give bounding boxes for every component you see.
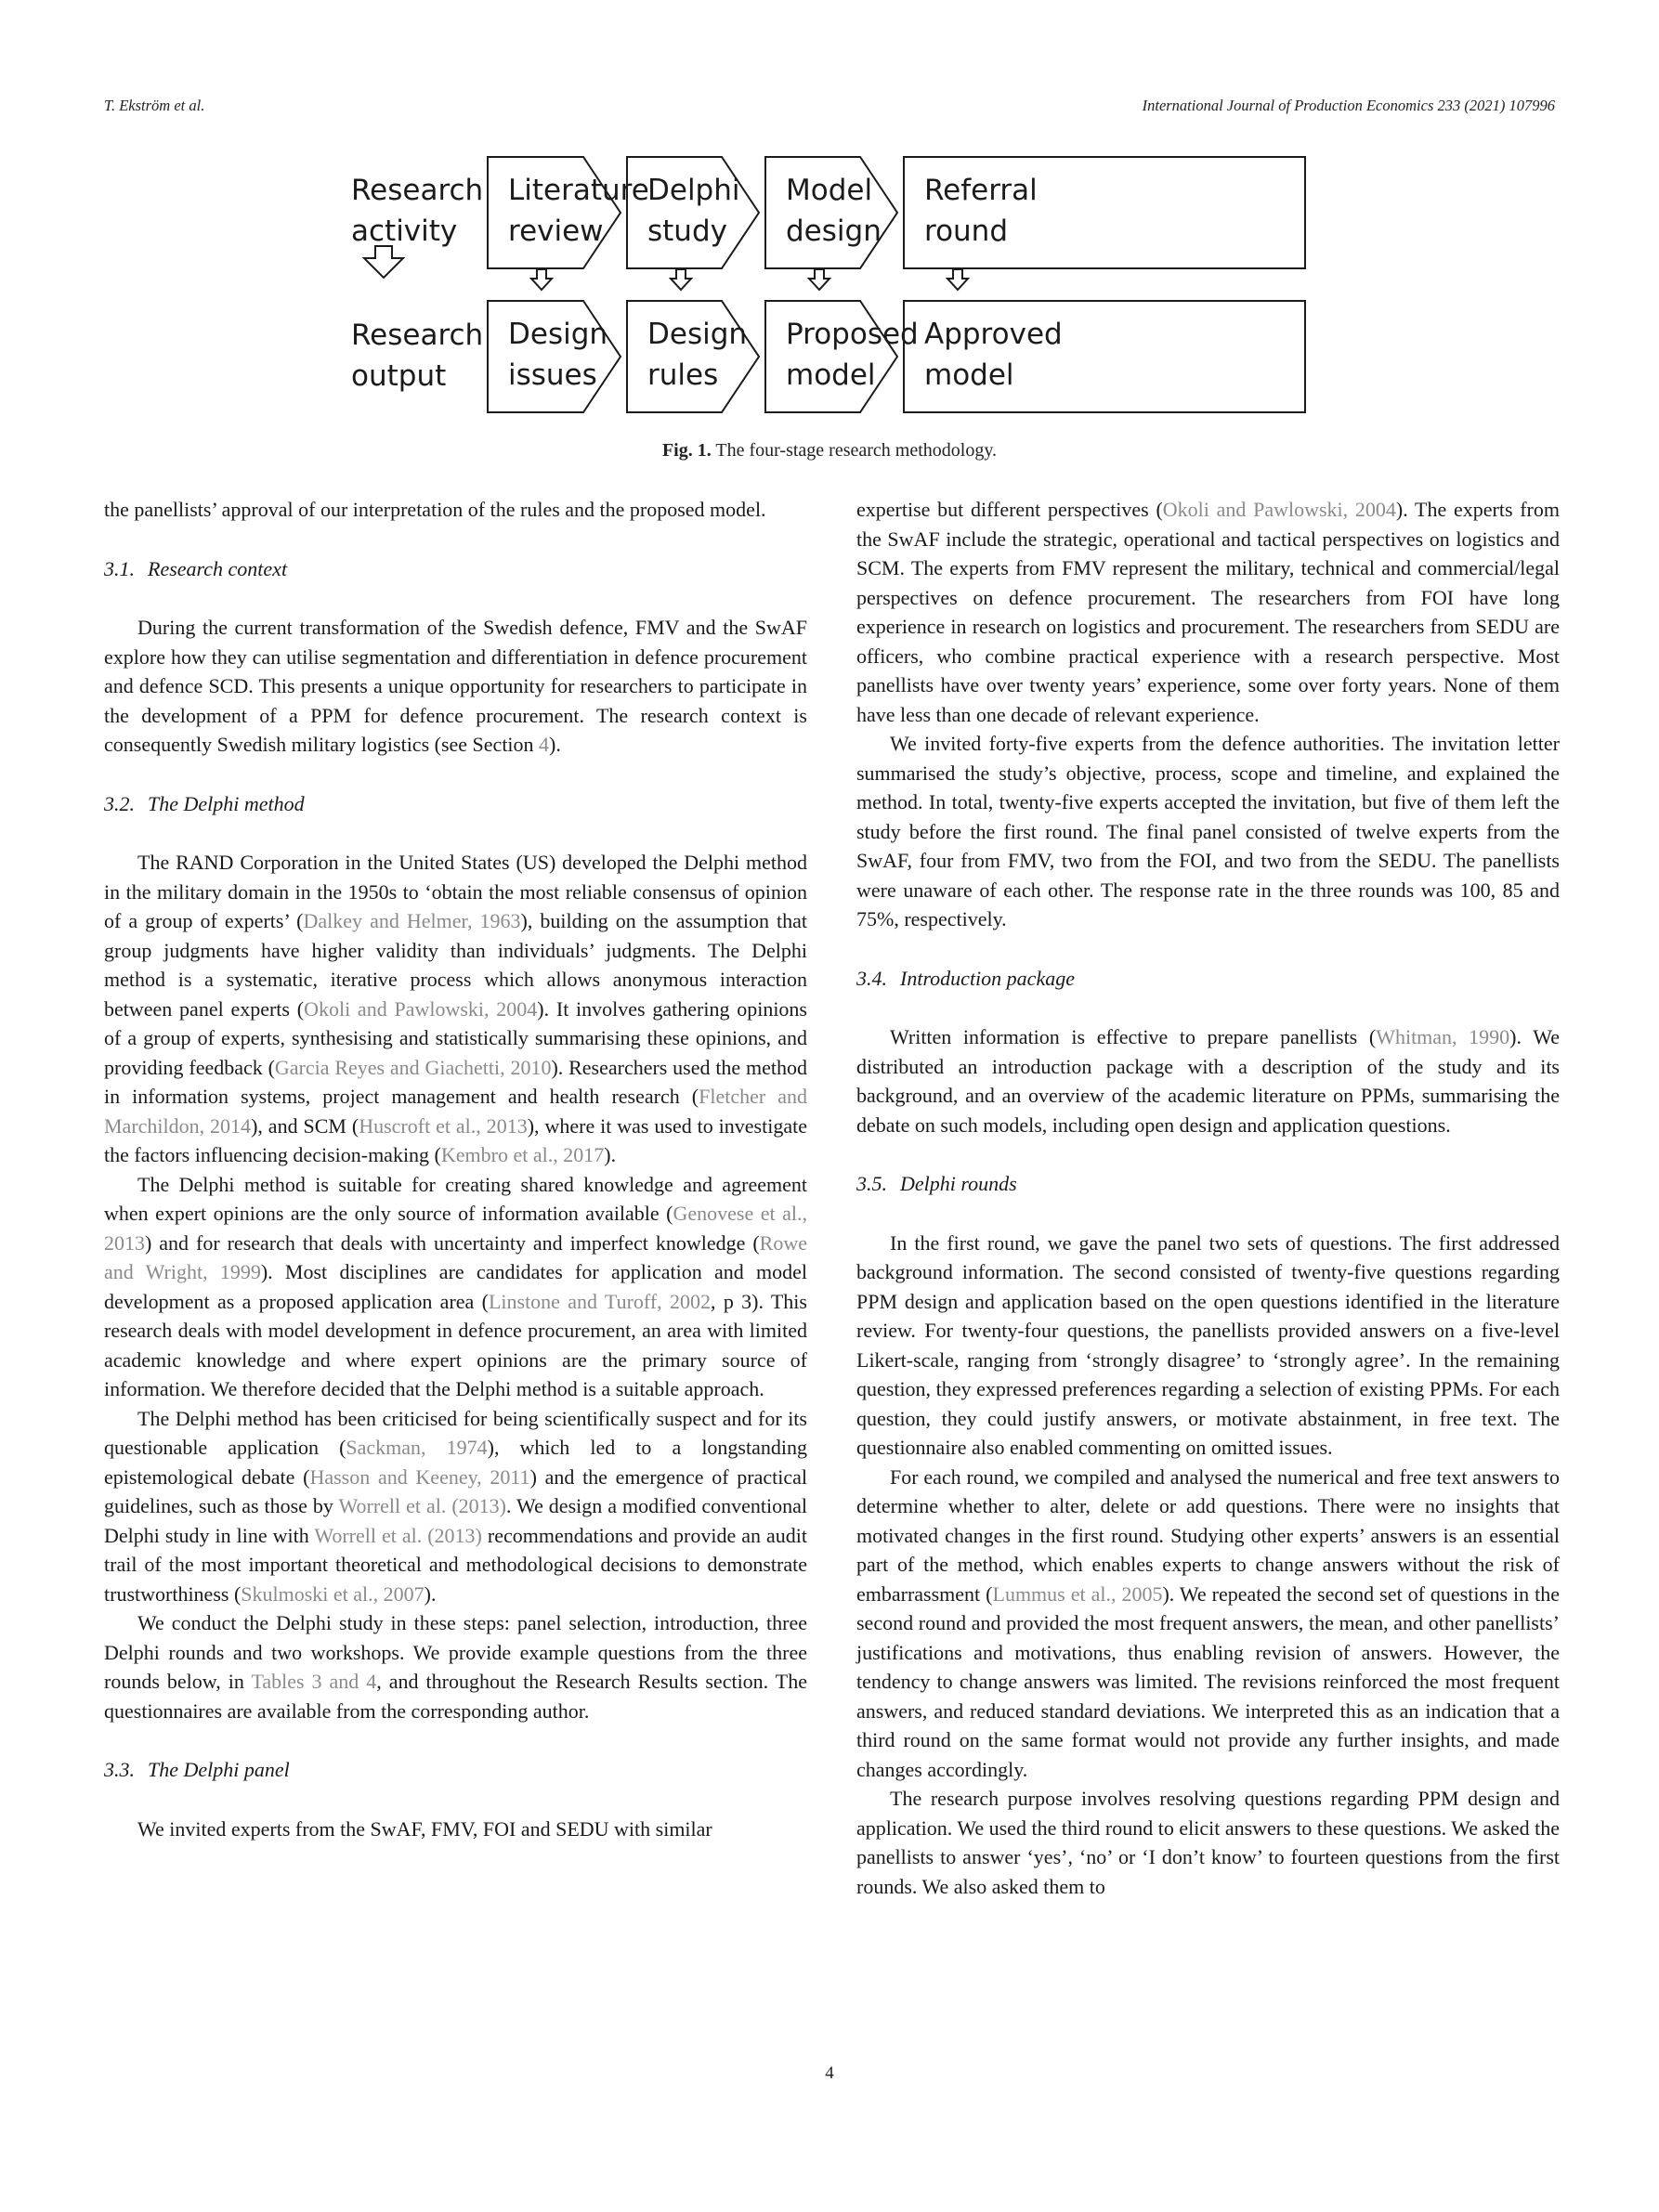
activity-label-line: review xyxy=(508,215,604,248)
body-paragraph xyxy=(104,613,807,760)
methodology-diagram xyxy=(351,154,1308,416)
output-label-line: model xyxy=(924,358,1014,392)
citation-link[interactable]: Rowe and Wright, 1999 xyxy=(104,1230,807,1283)
body-text: ). Most disciplines are candidates for application and model development as a proposed application area ( xyxy=(104,1260,807,1313)
stage-down-arrow-icon xyxy=(947,269,968,290)
body-text: expertise but different perspectives ( xyxy=(856,498,1163,521)
body-text: ), where it was used to investigate the factors influencing decision-making ( xyxy=(104,1113,807,1166)
activity-label-line: Referral xyxy=(924,174,1038,207)
section-heading xyxy=(104,1755,807,1785)
row-label-output-line: output xyxy=(351,359,447,393)
row-label-activity-line: activity xyxy=(351,215,458,248)
body-text: ). xyxy=(424,1581,437,1606)
body-text: In the first round, we gave the panel two sets of questions. The first addressed background information. The second consisted of twenty-five questions regarding PPM design and application based on the open questions identified in the literature review. For twenty-four questions, the panellists provided answers on a five-level Likert-scale, ranging from ‘strongly disagree’ to ‘strongly agree’. In the remaining question, they expressed preferences regarding a selection of existing PPMs. For each question, they could justify answers, or motivate abstainment, in free text. The questionnaire also enabled commenting on omitted issues. xyxy=(856,1230,1560,1459)
output-label xyxy=(924,318,1063,392)
activity-label-line: design xyxy=(786,215,882,248)
body-text: ), building on the assumption that group judgments have higher validity than individuals’ judgments. The Delphi method is a systematic, iterative process which allows anonymous interaction between panel experts ( xyxy=(104,909,807,1021)
body-text: During the current transformation of the Swedish defence, FMV and the SwAF explore how they can utilise segmentation and differentiation in defence procurement and defence SCD. This presents a unique opportunity for researchers to participate in the development of a PPM for defence procurement. The research context is consequently Swedish military logistics (see Section xyxy=(104,616,807,756)
citation-link[interactable]: Genovese et al., 2013 xyxy=(104,1202,807,1255)
citation-link[interactable]: Skulmoski et al., 2007 xyxy=(241,1581,425,1606)
body-text: ), and SCM ( xyxy=(251,1113,359,1138)
section-heading xyxy=(856,1169,1560,1199)
citation-link[interactable]: Sackman, 1974 xyxy=(346,1436,488,1459)
citation-link[interactable]: Okoli and Pawlowski, 2004 xyxy=(1162,498,1396,521)
row-label-output-line: Research xyxy=(351,319,484,352)
activity-label-line: Model xyxy=(786,174,873,207)
body-text: The Delphi method has been criticised for being scientifically suspect and for its questionable application ( xyxy=(104,1406,807,1459)
citation-link[interactable]: Huscroft et al., 2013 xyxy=(359,1113,528,1138)
section-title: The Delphi panel xyxy=(148,1758,290,1781)
output-label xyxy=(786,318,919,392)
body-text: recommendations and provide an audit trail of the most important theoretical and methodological decisions to demonstrate trustworthiness ( xyxy=(104,1523,807,1606)
running-head-journal: International Journal of Production Economics 233 (2021) 107996 xyxy=(1142,97,1555,114)
methodology-figure xyxy=(351,154,1308,416)
body-text: We invited forty-five experts from the defence authorities. The invitation letter summarised the study’s objective, process, scope and timeline, and explained the method. In total, twenty-five experts accepted the invitation, but five of them left the study before the first round. The final panel consisted of twelve experts from the SwAF, four from FMV, two from the FOI, and two from the SEDU. The panellists were unaware of each other. The response rate in the three rounds was 100, 85 and 75%, respectively. xyxy=(856,732,1560,930)
body-text: We conduct the Delphi study in these steps: panel selection, introduction, three Delphi rounds and two workshops. We provide example questions from the three rounds below, in xyxy=(104,1611,807,1693)
caption-label: Fig. 1. xyxy=(661,440,712,461)
activity-label xyxy=(786,174,882,248)
citation-link[interactable]: Hasson and Keeney, 2011 xyxy=(309,1464,530,1489)
section-title: The Delphi method xyxy=(148,791,305,815)
body-text: ). We repeated the second set of questions in the second round and provided the most frequent answers, the mean, and other panellists’ justifications and motivations, thus enabling revision of answers. However, the tendency to change answers was limited. The revisions reinforced the most frequent answers, and reduced standard deviations. We interpreted this as an indication that a third round on the same format would not provide any further insights, and made changes accordingly. xyxy=(856,1581,1561,1781)
body-paragraph xyxy=(104,1608,807,1725)
section-number: 3.1. xyxy=(104,556,135,580)
output-label-line: Design xyxy=(508,318,608,351)
body-paragraph xyxy=(856,1784,1560,1901)
section-title: Delphi rounds xyxy=(900,1172,1017,1195)
citation-link[interactable]: Worrell et al. (2013) xyxy=(338,1494,506,1517)
body-paragraph xyxy=(856,1229,1560,1463)
body-text: The research purpose involves resolving questions regarding PPM design and application. We used the third round to elicit answers to these questions. We asked the panellists to answer ‘yes’, ‘no’ or ‘I don’t know’ to fourteen questions from the first rounds. We also asked them to xyxy=(856,1787,1560,1898)
body-paragraph xyxy=(104,1815,807,1844)
output-label xyxy=(647,318,747,392)
activity-label-line: Literature xyxy=(508,174,649,207)
output-label-line: Proposed xyxy=(786,318,919,351)
figure-caption xyxy=(0,440,1659,462)
body-paragraph xyxy=(104,1170,807,1404)
activity-label-line: study xyxy=(647,215,727,248)
activity-label xyxy=(508,174,649,248)
stage-down-arrow-icon xyxy=(809,269,830,290)
caption-text: The four-stage research methodology. xyxy=(715,440,998,461)
citation-link[interactable]: Tables 3 and 4 xyxy=(251,1670,377,1693)
body-text: For each round, we compiled and analysed the numerical and free text answers to determine whether to alter, delete or add questions. There were no insights that motivated changes in the first round. Studying other experts’ answers is an essential part of the method, which enables experts to change answers without the risk of embarrassment ( xyxy=(856,1464,1560,1606)
citation-link[interactable]: Okoli and Pawlowski, 2004 xyxy=(304,996,538,1021)
activity-label xyxy=(647,174,740,248)
row-label-activity-line: Research xyxy=(351,174,484,207)
output-label-line: model xyxy=(786,358,876,392)
body-text: Written information is effective to prepare panellists ( xyxy=(890,1025,1377,1048)
citation-link[interactable]: Worrell et al. (2013) xyxy=(314,1523,482,1547)
stage-down-arrow-icon xyxy=(671,269,691,290)
body-paragraph xyxy=(856,1463,1560,1785)
output-label-line: Design xyxy=(647,318,748,351)
row-label-activity xyxy=(351,174,483,248)
down-arrow-icon xyxy=(364,246,403,278)
body-text: The Delphi method is suitable for creating shared knowledge and agreement when expert opinions are the only source of information available ( xyxy=(104,1172,807,1225)
body-text: ) and for research that deals with uncertainty and imperfect knowledge ( xyxy=(145,1230,760,1255)
citation-link[interactable]: Whitman, 1990 xyxy=(1376,1025,1510,1048)
section-number: 3.2. xyxy=(104,791,135,815)
activity-label xyxy=(924,174,1038,248)
body-text: ). It involves gathering opinions of a group of experts, synthesising and statistically summarising these opinions, and providing feedback ( xyxy=(104,996,807,1079)
citation-link[interactable]: Dalkey and Helmer, 1963 xyxy=(303,909,521,932)
section-number: 3.3. xyxy=(104,1758,135,1781)
activity-label-line: round xyxy=(924,215,1009,248)
body-text: . We design a modified conventional Delphi study in line with xyxy=(104,1494,807,1547)
body-text: ). The experts from the SwAF include the strategic, operational and tactical perspectives on logistics and SCM. The experts from FMV represent the military, technical and commercial/legal perspectives on defence procurement. The researchers from FOI have long experience in research on logistics and procurement. The researchers from SEDU are officers, who combine practical experience with a research perspective. Most panellists have over twenty years’ experience, some over forty years. None of them have less than one decade of relevant experience. xyxy=(856,498,1560,726)
body-text: ). We distributed an introduction package with a description of the study and its background, and an overview of the academic literature on PPMs, summarising the debate on such models, including open design and application questions. xyxy=(856,1025,1560,1137)
body-paragraph xyxy=(856,495,1560,729)
body-paragraph xyxy=(104,495,807,525)
section-title: Research context xyxy=(148,556,288,580)
section-number: 3.5. xyxy=(856,1172,887,1195)
body-text: We invited experts from the SwAF, FMV, FOI and SEDU with similar xyxy=(137,1816,712,1841)
output-label-line: rules xyxy=(647,358,719,392)
body-text: The RAND Corporation in the United States (US) developed the Delphi method in the military domain in the 1950s to ‘obtain the most reliable consensus of opinion of a group of experts’ ( xyxy=(104,851,807,932)
body-text: , p 3). This research deals with model development in defence procurement, an area with limited academic knowledge and where expert opinions are the primary source of information. We therefore decided that the Delphi method is a suitable approach. xyxy=(104,1289,807,1400)
section-heading xyxy=(856,964,1560,994)
output-label-line: Approved xyxy=(924,318,1063,351)
citation-link[interactable]: Fletcher and Marchildon, 2014 xyxy=(104,1085,807,1138)
body-text: ), which led to a longstanding epistemological debate ( xyxy=(104,1436,807,1489)
body-text: ). xyxy=(549,733,561,756)
row-label-output xyxy=(351,319,483,393)
citation-link[interactable]: Lummus et al., 2005 xyxy=(992,1581,1163,1606)
body-text: , and throughout the Research Results section. The questionnaires are available from the corresponding author. xyxy=(104,1670,807,1723)
output-label-line: issues xyxy=(508,358,597,392)
citation-link[interactable]: Garcia Reyes and Giachetti, 2010 xyxy=(274,1055,552,1079)
output-label xyxy=(508,318,607,392)
body-text: ). xyxy=(604,1143,617,1166)
citation-link[interactable]: Kembro et al., 2017 xyxy=(440,1143,605,1166)
citation-link[interactable]: 4 xyxy=(539,733,550,756)
body-text: ). Researchers used the method in information systems, project management and health research ( xyxy=(104,1055,808,1108)
body-text: ) and the emergence of practical guidelines, such as those by xyxy=(104,1464,807,1517)
body-paragraph xyxy=(856,729,1560,934)
section-heading xyxy=(104,789,807,819)
citation-link[interactable]: Linstone and Turoff, 2002 xyxy=(488,1289,711,1313)
running-head-authors: T. Ekström et al. xyxy=(104,97,205,114)
activity-label-line: Delphi xyxy=(647,174,740,207)
body-paragraph xyxy=(104,1404,807,1609)
section-heading xyxy=(104,554,807,584)
section-title: Introduction package xyxy=(900,966,1075,990)
section-number: 3.4. xyxy=(856,966,887,990)
body-paragraph xyxy=(856,1022,1560,1139)
left-column xyxy=(104,495,807,1843)
page-number: 4 xyxy=(825,2063,834,2083)
body-paragraph xyxy=(104,848,807,1170)
right-column xyxy=(856,495,1560,1901)
body-text: the panellists’ approval of our interpretation of the rules and the proposed model. xyxy=(104,498,766,521)
stage-down-arrow-icon xyxy=(531,269,552,290)
